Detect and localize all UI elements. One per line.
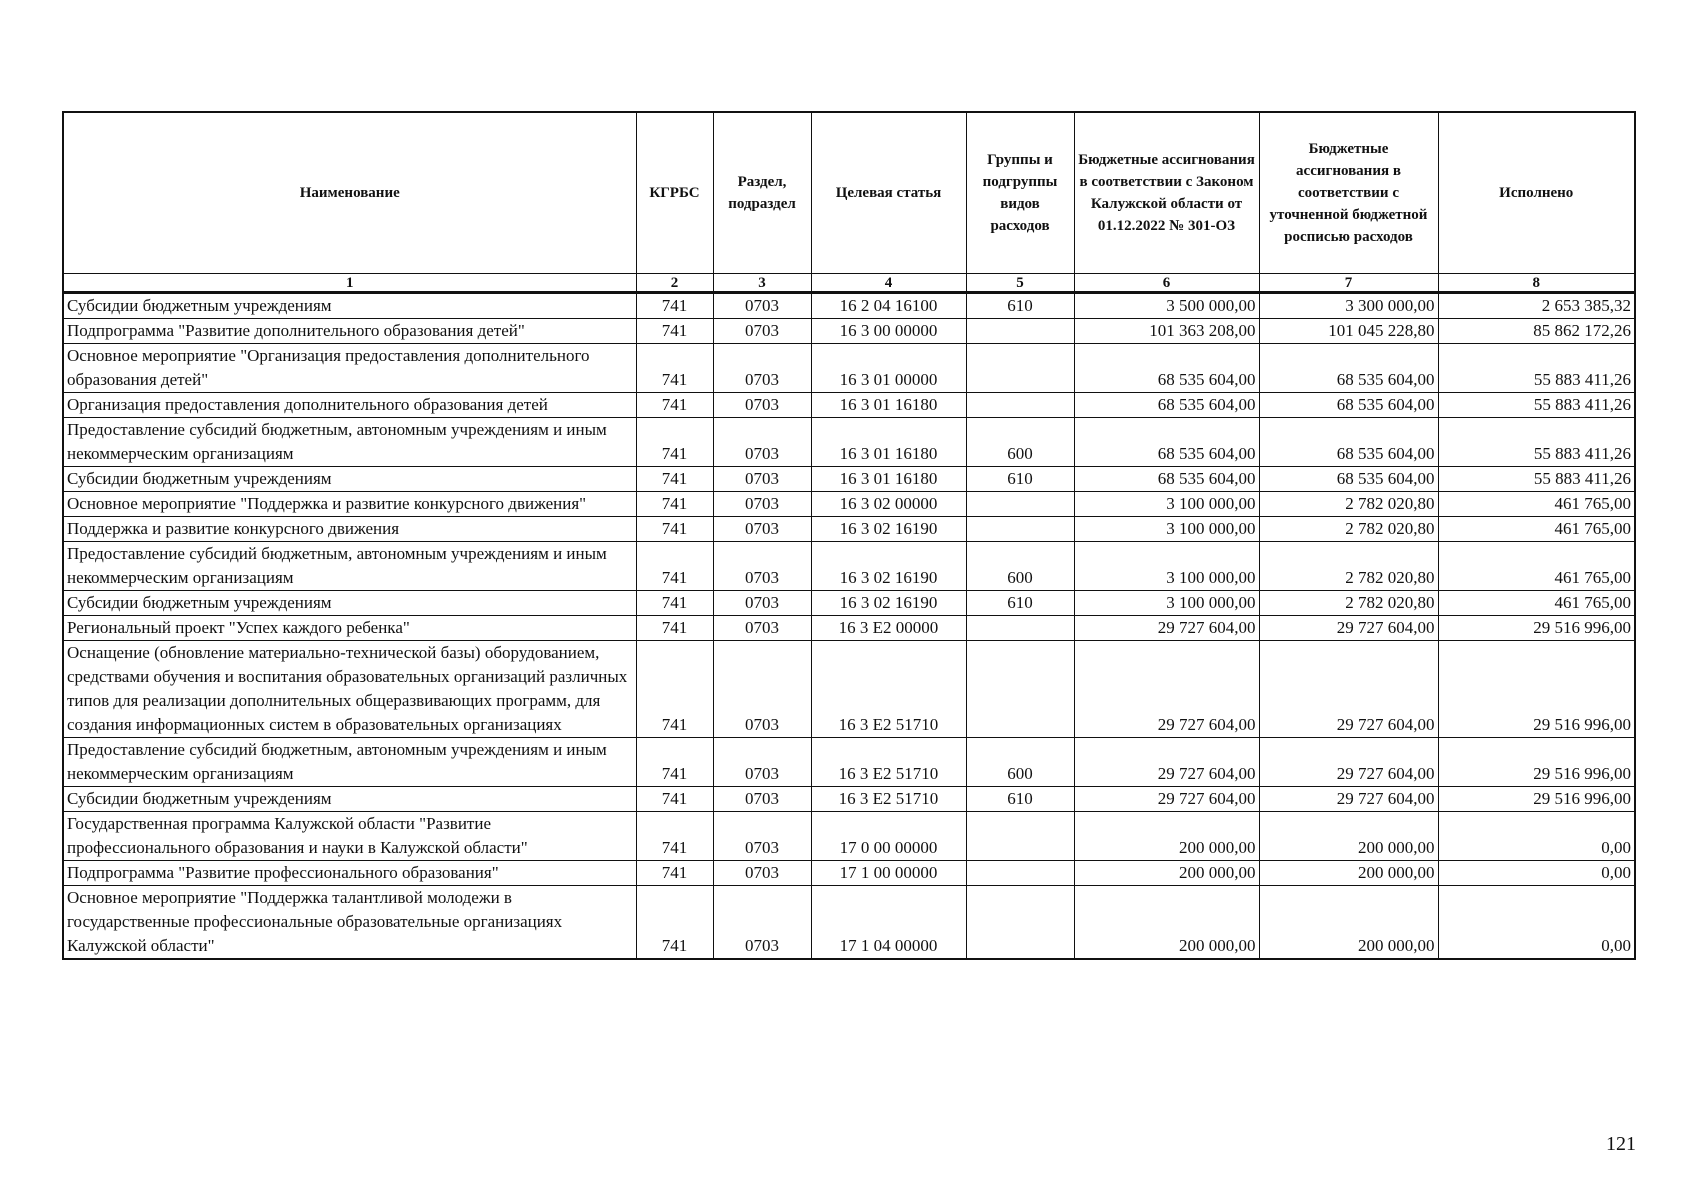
row-expense-group: 600 (966, 418, 1074, 467)
row-name: Субсидии бюджетным учреждениям (63, 467, 636, 492)
row-refined-assignment: 29 727 604,00 (1259, 641, 1438, 738)
table-row (63, 738, 1635, 787)
row-refined-assignment: 29 727 604,00 (1259, 616, 1438, 641)
header-executed: Исполнено (1438, 112, 1635, 274)
table-row (63, 517, 1635, 542)
column-number: 7 (1259, 274, 1438, 293)
row-kgrbs: 741 (636, 591, 713, 616)
row-refined-assignment: 68 535 604,00 (1259, 344, 1438, 393)
table-row (63, 293, 1635, 319)
row-target-article: 16 3 01 00000 (811, 344, 966, 393)
row-target-article: 16 3 02 16190 (811, 517, 966, 542)
row-section: 0703 (713, 344, 811, 393)
table-row (63, 319, 1635, 344)
row-section: 0703 (713, 393, 811, 418)
row-kgrbs: 741 (636, 738, 713, 787)
row-executed: 0,00 (1438, 886, 1635, 960)
row-law-assignment: 101 363 208,00 (1074, 319, 1259, 344)
row-executed: 29 516 996,00 (1438, 641, 1635, 738)
row-section: 0703 (713, 886, 811, 960)
row-executed: 29 516 996,00 (1438, 738, 1635, 787)
row-name: Субсидии бюджетным учреждениям (63, 787, 636, 812)
row-target-article: 16 3 02 16190 (811, 542, 966, 591)
row-kgrbs: 741 (636, 861, 713, 886)
table-row (63, 467, 1635, 492)
row-target-article: 16 3 02 00000 (811, 492, 966, 517)
row-name: Оснащение (обновление материально-технической базы) оборудованием, средствами обучения и воспитания образовательных организаций различных типов для реализации дополнительных общеразвивающих программ, для создания информационных систем в образовательных организациях (63, 641, 636, 738)
row-name: Подпрограмма "Развитие профессионального образования" (63, 861, 636, 886)
row-name: Предоставление субсидий бюджетным, автономным учреждениям и иным некоммерческим организациям (63, 738, 636, 787)
row-section: 0703 (713, 641, 811, 738)
row-name: Субсидии бюджетным учреждениям (63, 591, 636, 616)
row-name: Основное мероприятие "Поддержка талантливой молодежи в государственные профессиональные образовательные организациях Калужской области" (63, 886, 636, 960)
page-number: 121 (1606, 1133, 1636, 1155)
row-expense-group (966, 492, 1074, 517)
row-expense-group (966, 812, 1074, 861)
row-refined-assignment: 2 782 020,80 (1259, 591, 1438, 616)
row-executed: 55 883 411,26 (1438, 467, 1635, 492)
table-row (63, 812, 1635, 861)
row-executed: 2 653 385,32 (1438, 293, 1635, 319)
row-name: Предоставление субсидий бюджетным, автономным учреждениям и иным некоммерческим организациям (63, 418, 636, 467)
row-law-assignment: 29 727 604,00 (1074, 738, 1259, 787)
budget-execution-table (62, 111, 1636, 960)
row-name: Подпрограмма "Развитие дополнительного образования детей" (63, 319, 636, 344)
row-executed: 85 862 172,26 (1438, 319, 1635, 344)
row-executed: 0,00 (1438, 861, 1635, 886)
row-target-article: 16 2 04 16100 (811, 293, 966, 319)
row-expense-group (966, 861, 1074, 886)
table-row (63, 616, 1635, 641)
row-executed: 461 765,00 (1438, 542, 1635, 591)
row-kgrbs: 741 (636, 812, 713, 861)
row-executed: 55 883 411,26 (1438, 418, 1635, 467)
row-kgrbs: 741 (636, 319, 713, 344)
table-header-row (63, 112, 1635, 274)
row-refined-assignment: 200 000,00 (1259, 812, 1438, 861)
row-law-assignment: 29 727 604,00 (1074, 787, 1259, 812)
row-kgrbs: 741 (636, 517, 713, 542)
row-law-assignment: 68 535 604,00 (1074, 344, 1259, 393)
row-kgrbs: 741 (636, 616, 713, 641)
row-executed: 55 883 411,26 (1438, 393, 1635, 418)
row-name: Организация предоставления дополнительного образования детей (63, 393, 636, 418)
table-row (63, 344, 1635, 393)
row-law-assignment: 3 100 000,00 (1074, 542, 1259, 591)
table-row (63, 886, 1635, 960)
row-target-article: 16 3 02 16190 (811, 591, 966, 616)
row-kgrbs: 741 (636, 293, 713, 319)
row-law-assignment: 200 000,00 (1074, 886, 1259, 960)
row-expense-group: 610 (966, 591, 1074, 616)
table-row (63, 393, 1635, 418)
table-row (63, 861, 1635, 886)
row-law-assignment: 3 100 000,00 (1074, 492, 1259, 517)
row-executed: 29 516 996,00 (1438, 787, 1635, 812)
row-executed: 55 883 411,26 (1438, 344, 1635, 393)
row-refined-assignment: 29 727 604,00 (1259, 787, 1438, 812)
row-executed: 461 765,00 (1438, 591, 1635, 616)
row-law-assignment: 200 000,00 (1074, 861, 1259, 886)
row-executed: 0,00 (1438, 812, 1635, 861)
row-expense-group: 610 (966, 787, 1074, 812)
table-row (63, 591, 1635, 616)
row-law-assignment: 68 535 604,00 (1074, 418, 1259, 467)
column-number: 3 (713, 274, 811, 293)
row-expense-group (966, 517, 1074, 542)
row-executed: 461 765,00 (1438, 517, 1635, 542)
row-kgrbs: 741 (636, 393, 713, 418)
row-kgrbs: 741 (636, 542, 713, 591)
row-expense-group (966, 393, 1074, 418)
row-law-assignment: 200 000,00 (1074, 812, 1259, 861)
row-refined-assignment: 68 535 604,00 (1259, 393, 1438, 418)
header-law-assignments: Бюджетные ассигнования в соответствии с Законом Калужской области от 01.12.2022 № 301-ОЗ (1074, 112, 1259, 274)
row-kgrbs: 741 (636, 886, 713, 960)
table-row (63, 641, 1635, 738)
row-law-assignment: 3 500 000,00 (1074, 293, 1259, 319)
row-refined-assignment: 2 782 020,80 (1259, 542, 1438, 591)
row-kgrbs: 741 (636, 641, 713, 738)
header-expense-groups: Группы и подгруппы видов расходов (966, 112, 1074, 274)
header-target-article: Целевая статья (811, 112, 966, 274)
row-law-assignment: 29 727 604,00 (1074, 641, 1259, 738)
row-refined-assignment: 68 535 604,00 (1259, 467, 1438, 492)
table-row (63, 787, 1635, 812)
row-executed: 461 765,00 (1438, 492, 1635, 517)
row-target-article: 16 3 01 16180 (811, 393, 966, 418)
header-section: Раздел, подраздел (713, 112, 811, 274)
row-target-article: 16 3 00 00000 (811, 319, 966, 344)
row-refined-assignment: 101 045 228,80 (1259, 319, 1438, 344)
row-refined-assignment: 3 300 000,00 (1259, 293, 1438, 319)
row-target-article: 16 3 E2 51710 (811, 641, 966, 738)
row-section: 0703 (713, 787, 811, 812)
row-law-assignment: 3 100 000,00 (1074, 517, 1259, 542)
row-kgrbs: 741 (636, 492, 713, 517)
row-expense-group (966, 616, 1074, 641)
row-section: 0703 (713, 467, 811, 492)
row-expense-group (966, 344, 1074, 393)
row-name: Региональный проект "Успех каждого ребенка" (63, 616, 636, 641)
row-name: Основное мероприятие "Поддержка и развитие конкурсного движения" (63, 492, 636, 517)
row-name: Субсидии бюджетным учреждениям (63, 293, 636, 319)
column-number: 2 (636, 274, 713, 293)
row-name: Основное мероприятие "Организация предоставления дополнительного образования детей" (63, 344, 636, 393)
row-refined-assignment: 68 535 604,00 (1259, 418, 1438, 467)
column-number: 5 (966, 274, 1074, 293)
row-kgrbs: 741 (636, 467, 713, 492)
row-name: Предоставление субсидий бюджетным, автономным учреждениям и иным некоммерческим организациям (63, 542, 636, 591)
row-law-assignment: 29 727 604,00 (1074, 616, 1259, 641)
column-number-row (63, 274, 1635, 293)
row-section: 0703 (713, 319, 811, 344)
row-law-assignment: 68 535 604,00 (1074, 393, 1259, 418)
row-kgrbs: 741 (636, 787, 713, 812)
table-row (63, 418, 1635, 467)
row-refined-assignment: 2 782 020,80 (1259, 517, 1438, 542)
row-law-assignment: 68 535 604,00 (1074, 467, 1259, 492)
row-refined-assignment: 29 727 604,00 (1259, 738, 1438, 787)
row-refined-assignment: 2 782 020,80 (1259, 492, 1438, 517)
header-kgrbs: КГРБС (636, 112, 713, 274)
row-target-article: 16 3 01 16180 (811, 418, 966, 467)
row-executed: 29 516 996,00 (1438, 616, 1635, 641)
header-refined-assignments: Бюджетные ассигнования в соответствии с уточненной бюджетной росписью расходов (1259, 112, 1438, 274)
row-expense-group: 610 (966, 467, 1074, 492)
column-number: 4 (811, 274, 966, 293)
row-refined-assignment: 200 000,00 (1259, 861, 1438, 886)
row-section: 0703 (713, 591, 811, 616)
row-section: 0703 (713, 812, 811, 861)
row-target-article: 17 1 04 00000 (811, 886, 966, 960)
column-number: 1 (63, 274, 636, 293)
row-expense-group: 600 (966, 738, 1074, 787)
row-law-assignment: 3 100 000,00 (1074, 591, 1259, 616)
header-name: Наименование (63, 112, 636, 274)
table-body (63, 293, 1635, 960)
row-section: 0703 (713, 418, 811, 467)
row-section: 0703 (713, 492, 811, 517)
row-name: Поддержка и развитие конкурсного движения (63, 517, 636, 542)
row-target-article: 16 3 01 16180 (811, 467, 966, 492)
row-target-article: 16 3 E2 51710 (811, 787, 966, 812)
row-section: 0703 (713, 738, 811, 787)
row-expense-group: 610 (966, 293, 1074, 319)
row-refined-assignment: 200 000,00 (1259, 886, 1438, 960)
row-kgrbs: 741 (636, 344, 713, 393)
row-target-article: 16 3 E2 51710 (811, 738, 966, 787)
row-section: 0703 (713, 293, 811, 319)
table-row (63, 542, 1635, 591)
row-section: 0703 (713, 616, 811, 641)
table-row (63, 492, 1635, 517)
row-kgrbs: 741 (636, 418, 713, 467)
row-section: 0703 (713, 861, 811, 886)
column-number: 6 (1074, 274, 1259, 293)
row-name: Государственная программа Калужской области "Развитие профессионального образования и науки в Калужской области" (63, 812, 636, 861)
row-target-article: 17 1 00 00000 (811, 861, 966, 886)
row-expense-group (966, 319, 1074, 344)
row-expense-group (966, 641, 1074, 738)
row-target-article: 17 0 00 00000 (811, 812, 966, 861)
row-expense-group: 600 (966, 542, 1074, 591)
row-target-article: 16 3 E2 00000 (811, 616, 966, 641)
row-section: 0703 (713, 517, 811, 542)
column-number: 8 (1438, 274, 1635, 293)
row-expense-group (966, 886, 1074, 960)
row-section: 0703 (713, 542, 811, 591)
